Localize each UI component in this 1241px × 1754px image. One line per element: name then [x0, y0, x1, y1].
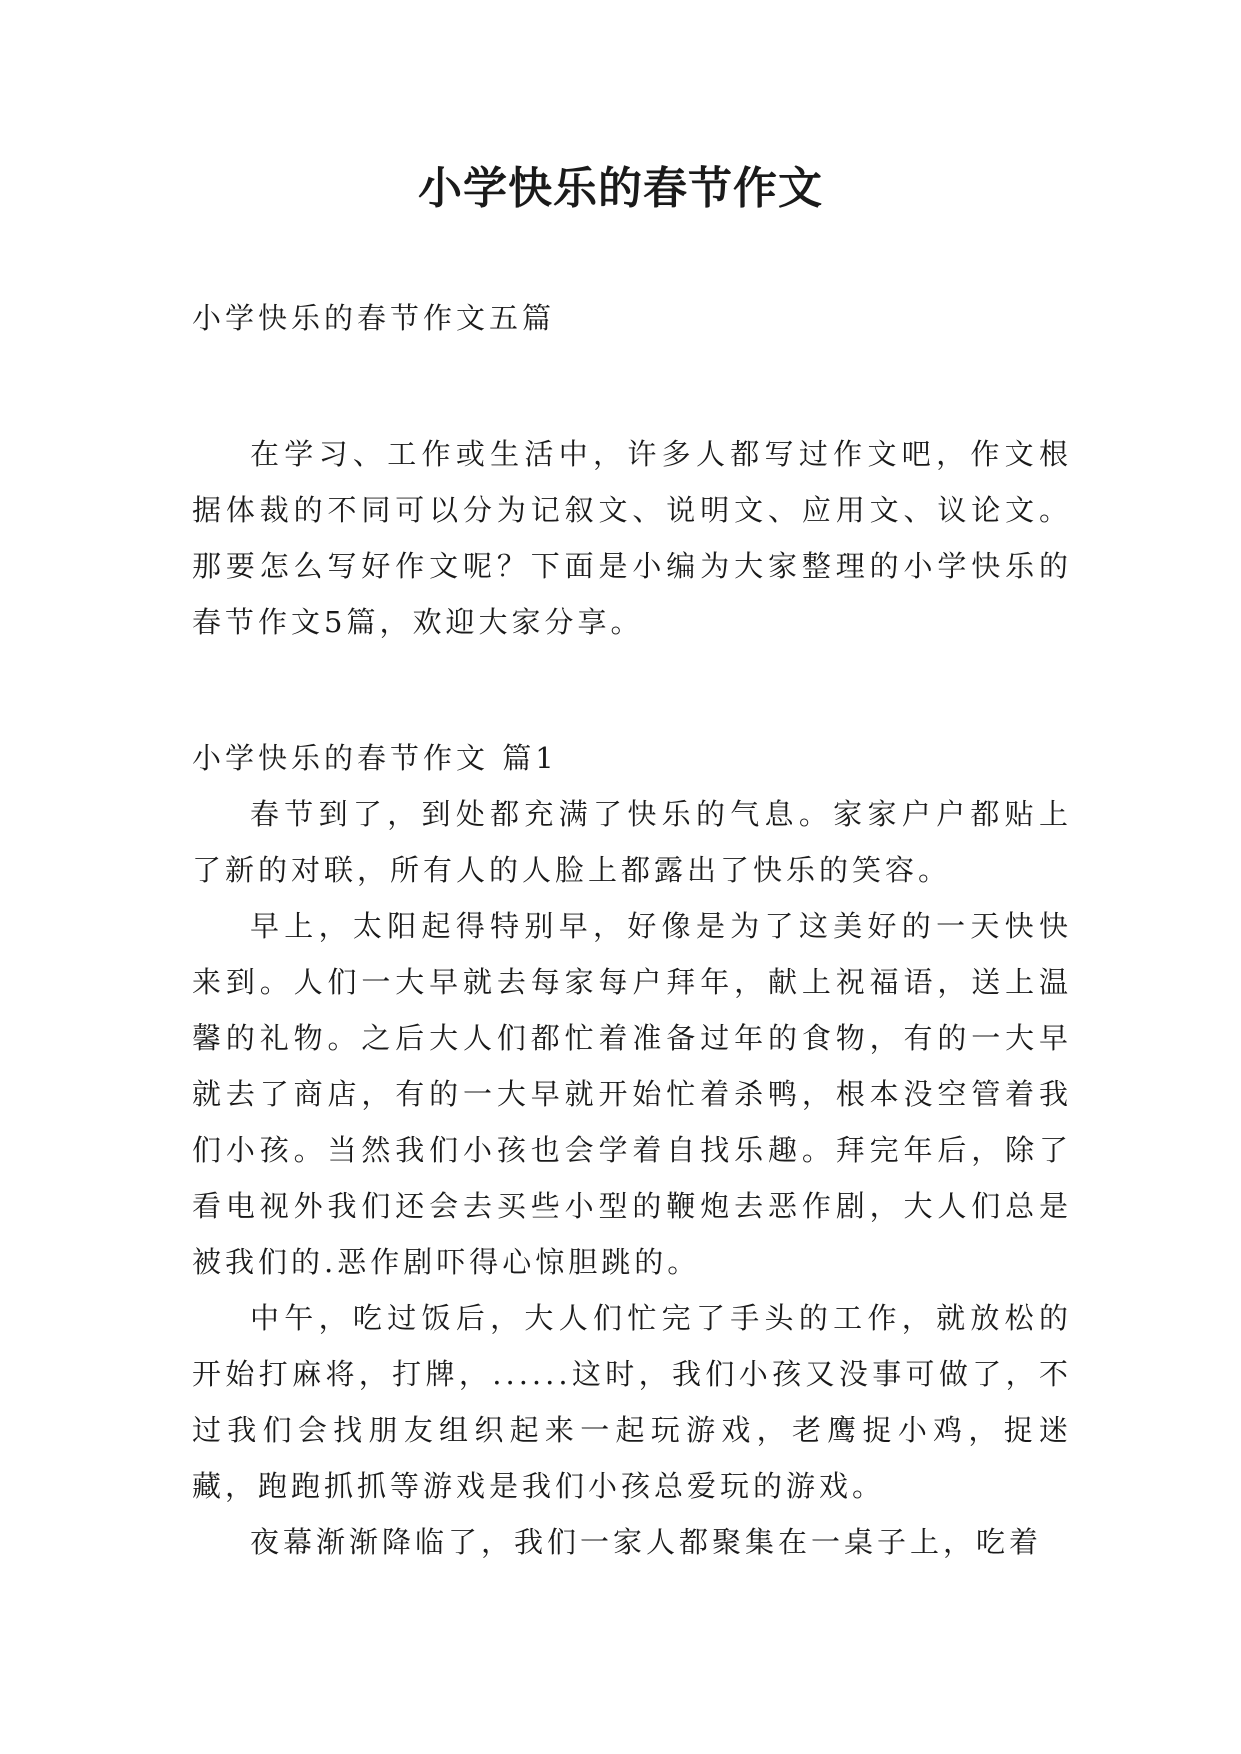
section-heading: 小学快乐的春节作文 篇1: [192, 741, 558, 775]
document-body: [192, 290, 1072, 1570]
body-paragraph: 夜幕渐渐降临了，我们一家人都聚集在一桌子上，吃着: [250, 1525, 1043, 1559]
document-subtitle: 小学快乐的春节作文五篇: [192, 301, 556, 335]
body-paragraph: 春节到了，到处都充满了快乐的气息。家家户户都贴上了新的对联，所有人的人脸上都露出了快乐的笑容。: [192, 797, 1072, 887]
page-title: 小学快乐的春节作文: [418, 163, 823, 214]
body-paragraph: 早上，太阳起得特别早，好像是为了这美好的一天快快来到。人们一大早就去每家每户拜年，献上祝福语，送上温馨的礼物。之后大人们都忙着准备过年的食物，有的一大早就去了商店，有的一大早就开始忙着杀鸭，根本没空管着我们小孩。当然我们小孩也会学着自找乐趣。拜完年后，除了看电视外我们还会去买些小型的鞭炮去恶作剧，大人们总是被我们的.恶作剧吓得心惊胆跳的。: [192, 909, 1072, 1279]
intro-paragraph: 在学习、工作或生活中，许多人都写过作文吧，作文根据体裁的不同可以分为记叙文、说明文、应用文、议论文。那要怎么写好作文呢？下面是小编为大家整理的小学快乐的春节作文5篇，欢迎大家分享。: [192, 437, 1072, 639]
body-paragraph: 中午，吃过饭后，大人们忙完了手头的工作，就放松的开始打麻将，打牌，......这时，我们小孩又没事可做了，不过我们会找朋友组织起来一起玩游戏，老鹰捉小鸡，捉迷藏，跑跑抓抓等游戏是我们小孩总爱玩的游戏。: [192, 1301, 1072, 1503]
